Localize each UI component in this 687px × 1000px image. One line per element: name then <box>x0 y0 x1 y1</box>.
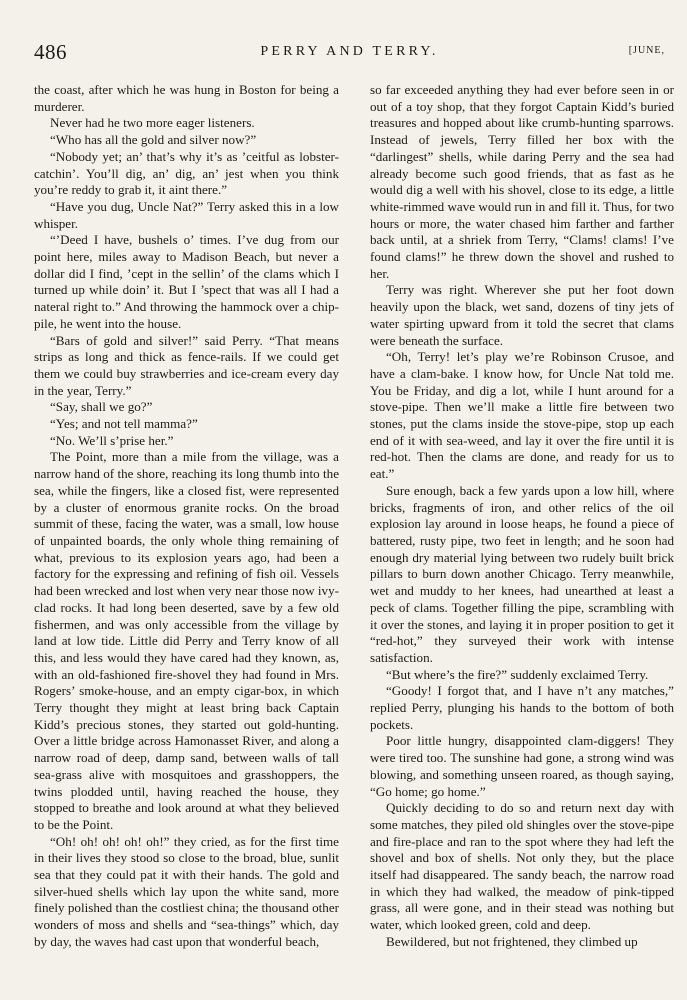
paragraph: “Oh! oh! oh! oh! oh!” they cried, as for the first time in their lives they stood so close to the broad, blue, sunlit sea that they could pat it with their hands. The gold and silver-hued shells which lay upon the white sand, more finely polished than the costliest china; the thousand other wonders of moss and shells and “sea-things” which, day by day, the waves had cast upon that wonderful beach, <box>34 833 339 949</box>
paragraph: Bewildered, but not frightened, they climbed up <box>386 933 638 949</box>
left-column <box>34 82 339 951</box>
paragraph: Sure enough, back a few yards upon a low hill, where bricks, fragments of iron, and other relics of the oil explosion lay around in loose heaps, he found a piece of battered, rusty pipe, two feet in length; and he soon had enough dry material lying between two rudely built brick pillars to burn down another Chicago. Terry meanwhile, wet and muddy to her knees, had unearthed at least a peck of clams. Together filling the pipe, scrambling with it over the stones, and laying it in proper position to get it “red-hot,” they surveyed their work with intense satisfaction. <box>370 482 674 665</box>
paragraph: Terry was right. Wherever she put her foot down heavily upon the black, wet sand, dozens of tiny jets of water spirting upward from it told the secret that clams were beneath the surface. <box>370 282 674 348</box>
paragraph: The Point, more than a mile from the village, was a narrow hand of the shore, reaching its long thumb into the sea, while the fingers, like a closed fist, were represented by a cluster of enormous granite rocks. On the broad summit of these, facing the water, was a small, low house of unpainted boards, the only whole thing remaining of what, previous to its explosion years ago, had been a factory for the expressing and refining of fish oil. Vessels had been wrecked and lost when very near those now ivy-clad rocks. It had long been deserted, save by a few old fishermen, and was only accessible from the village by land at low tide. Little did Perry and Terry know of all this, and less would they have cared had they known, as, with an old-fashioned fire-shovel they had found in Mrs. Rogers’ smoke-house, and an empty cigar-box, in which Terry thought they might at least bring back Captain Kidd’s precious stones, they started out gold-hunting. Over a little bridge across Hamonasset River, and along a narrow road of deep, damp sand, between walls of tall sea-grass alive with mosquitoes and grasshoppers, the twins plodded until, having reached the house, they stopped to breathe and look around at what they believed to be the Point. <box>34 449 339 832</box>
paragraph: “Say, shall we go?” <box>50 399 153 415</box>
paragraph: the coast, after which he was hung in Boston for being a murderer. <box>34 82 339 114</box>
paragraph: “Goody! I forgot that, and I have n’t any matches,” replied Perry, plunging his hands to the bottom of both pockets. <box>370 683 674 732</box>
paragraph: “Have you dug, Uncle Nat?” Terry asked this in a low whisper. <box>34 198 339 231</box>
paragraph: “Oh, Terry! let’s play we’re Robinson Crusoe, and have a clam-bake. I know how, for Uncle Nat told me. You be Friday, and dig a lot, while I hunt around for a stove-pipe. Then we’ll make a little fire between two stones, put the clams inside the stove-pipe, stop up each end of it with sea-weed, and lay it over the fire until it is red-hot. Then the clams are done, and ready for us to eat.” <box>370 349 674 482</box>
issue-month: [JUNE, <box>628 45 665 56</box>
paragraph: Never had he two more eager listeners. <box>50 115 255 131</box>
paragraph: Quickly deciding to do so and return next day with some matches, they piled old shingles over the stove-pipe and fire-place and ran to the spot where they had left the shovel and box of shells. Not only they, but the place itself had disappeared. The sandy beach, the narrow road in which they had walked, the meadow of pink-tipped grass, all were gone, and in their stead was nothing but water, which looked green, cold and deep. <box>370 800 674 933</box>
running-title: PERRY AND TERRY. <box>260 44 439 59</box>
paragraph: “Who has all the gold and silver now?” <box>50 132 257 148</box>
paragraph: “But where’s the fire?” suddenly exclaimed Terry. <box>386 666 649 682</box>
page-number: 486 <box>34 40 67 64</box>
paragraph: “’Deed I have, bushels o’ times. I’ve dug from our point here, miles away to Madison Beach, but never a dollar did I find, ’cept in the sellin’ of the clams which I turned up while doin’ it. But I ’spect that was all I had a nateral right to.” And throwing the hammock over a chip-pile, he went into the house. <box>34 232 339 331</box>
page-header <box>34 40 665 66</box>
paragraph: “No. We’ll s’prise her.” <box>50 432 174 448</box>
paragraph: “Bars of gold and silver!” said Perry. “That means strips as long and thick as fence-rails. If we could get them we could buy strawberries and ice-cream every day in the year, Terry.” <box>34 332 339 398</box>
right-column <box>370 82 674 951</box>
paragraph: “Yes; and not tell mamma?” <box>50 416 198 432</box>
paragraph: “Nobody yet; an’ that’s why it’s as ’ceitful as lobster-catchin’. You’ll dig, an’ dig, an’ jest when you think you’re reddy to grab it, it aint there.” <box>34 148 339 198</box>
paragraph: so far exceeded anything they had ever before seen in or out of a toy shop, that they forgot Captain Kidd’s buried treasures and hopped about like crumb-hunting sparrows. Instead of jewels, Terry filled her box with the “darlingest” shells, while daring Perry and the sea had already become such good friends, that as fast as he would dig a well with his shovel, close to its edge, a little white-rimmed wave would run in and fill it. Thus, for two hours or more, the water chased him farther and farther back until, at a shriek from Terry, “Clams! clams! I’ve found clams!” he threw down the shovel and rushed to her. <box>370 82 674 281</box>
paragraph: Poor little hungry, disappointed clam-diggers! They were tired too. The sunshine had gone, a strong wind was blowing, and something unseen roared, as though saying, “Go home; go home.” <box>370 733 674 799</box>
